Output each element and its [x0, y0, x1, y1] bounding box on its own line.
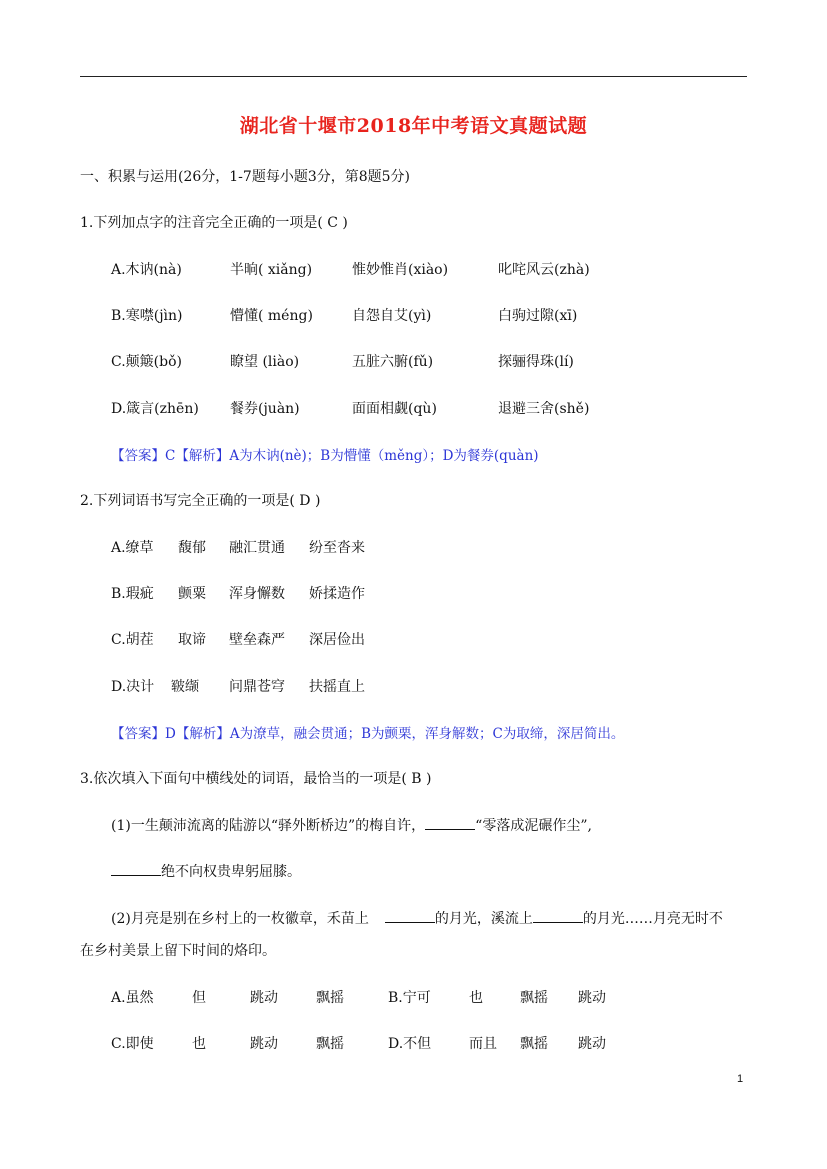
option-cell: 馥郁	[178, 540, 206, 556]
question-2-answer: 【答案】D【解析】A为潦草，融会贯通；B为颤栗，浑身解数；C为取缔，深居简出。	[111, 726, 625, 742]
option-cell: 懵懂( méng)	[230, 308, 313, 324]
option-cell: C.即使	[111, 1036, 154, 1052]
option-cell: A.木讷(nà)	[111, 262, 182, 278]
fill-blank	[425, 815, 475, 830]
option-cell: 壁垒森严	[229, 632, 285, 648]
question-3-stem: 3.依次填入下面句中横线处的词语，最恰当的一项是( B )	[80, 771, 432, 787]
sentence-text: 的月光，溪流上	[434, 911, 533, 927]
option-cell: 融汇贯通	[229, 540, 285, 556]
page-title: 湖北省十堰市2018年中考语文真题试题	[239, 115, 588, 137]
option-cell: 餐券(juàn)	[230, 401, 300, 417]
option-cell: 飘摇	[316, 1036, 344, 1052]
option-cell: A.虽然	[111, 990, 154, 1006]
option-cell: 瞭望 (liào)	[230, 354, 300, 370]
option-cell: 跳动	[250, 1036, 278, 1052]
option-cell: 五脏六腑(fǔ)	[352, 354, 434, 370]
option-cell: 飘摇	[316, 990, 344, 1006]
option-cell: 皲缬	[171, 679, 199, 695]
header-rule	[80, 76, 747, 77]
fill-blank	[111, 861, 161, 876]
option-cell: 扶摇直上	[309, 679, 365, 695]
sentence-text: 的月光……月亮无时不	[582, 911, 723, 927]
option-cell: 也	[469, 990, 483, 1006]
option-cell: B.瑕疵	[111, 586, 154, 602]
option-cell: B.寒噤(jìn)	[111, 308, 183, 324]
option-cell: 取谛	[178, 632, 206, 648]
option-cell: D.决计	[111, 679, 155, 695]
option-cell: 而且	[469, 1036, 497, 1052]
option-cell: 颤粟	[178, 586, 206, 602]
option-cell: 叱咤风云(zhà)	[498, 262, 590, 278]
page-number: 1	[737, 1073, 744, 1085]
option-cell: 探骊得珠(lí)	[498, 354, 574, 370]
fill-blank	[533, 908, 583, 923]
option-cell: 娇揉造作	[309, 586, 365, 602]
option-cell: D.箴言(zhēn)	[111, 401, 199, 417]
option-cell: 浑身懈数	[229, 586, 285, 602]
option-cell: 惟妙惟肖(xiào)	[352, 262, 449, 278]
option-cell: 飘摇	[520, 1036, 548, 1052]
question-1-stem: 1.下列加点字的注音完全正确的一项是( C )	[80, 215, 348, 231]
sentence-text: (1)一生颠沛流离的陆游以“驿外断桥边”的梅自许，	[111, 818, 426, 834]
option-cell: 深居俭出	[309, 632, 365, 648]
option-cell: C.胡茬	[111, 632, 154, 648]
option-cell: 退避三舍(shě)	[498, 401, 590, 417]
option-cell: 跳动	[578, 990, 606, 1006]
option-cell: 纷至沓来	[309, 540, 365, 556]
option-cell: 半晌( xiǎng)	[230, 262, 313, 278]
option-cell: 跳动	[578, 1036, 606, 1052]
option-cell: 但	[192, 990, 206, 1006]
option-cell: 问鼎苍穹	[229, 679, 285, 695]
section-heading: 一、积累与运用(26分，1-7题每小题3分，第8题5分)	[80, 169, 411, 185]
sentence-text: “零落成泥碾作尘”,	[475, 818, 592, 834]
option-cell: A.缭草	[111, 540, 154, 556]
sentence-text: 绝不向权贵卑躬屈膝。	[161, 864, 301, 880]
option-cell: B.宁可	[388, 990, 431, 1006]
question-3-sentence-2	[111, 908, 723, 928]
question-3-sentence-2-cont: 在乡村美景上留下时间的烙印。	[80, 943, 276, 959]
fill-blank	[385, 908, 435, 923]
option-cell: 飘摇	[520, 990, 548, 1006]
option-cell: 白驹过隙(xī)	[498, 308, 578, 324]
option-cell: C.颠簸(bǒ)	[111, 354, 182, 370]
sentence-text: (2)月亮是别在乡村上的一枚徽章，禾苗上	[111, 911, 369, 927]
question-2-stem: 2.下列词语书写完全正确的一项是( D )	[80, 493, 321, 509]
option-cell: 自怨自艾(yì)	[352, 308, 432, 324]
question-3-sentence-1-cont	[111, 861, 301, 881]
option-cell: 面面相觑(qù)	[352, 401, 437, 417]
option-cell: 也	[192, 1036, 206, 1052]
question-1-answer: 【答案】C【解析】A为木讷(nè)；B为懵懂（měng）；D为餐券(quàn)	[111, 448, 539, 464]
option-cell: D.不但	[388, 1036, 432, 1052]
question-3-sentence-1	[111, 815, 592, 835]
option-cell: 跳动	[250, 990, 278, 1006]
